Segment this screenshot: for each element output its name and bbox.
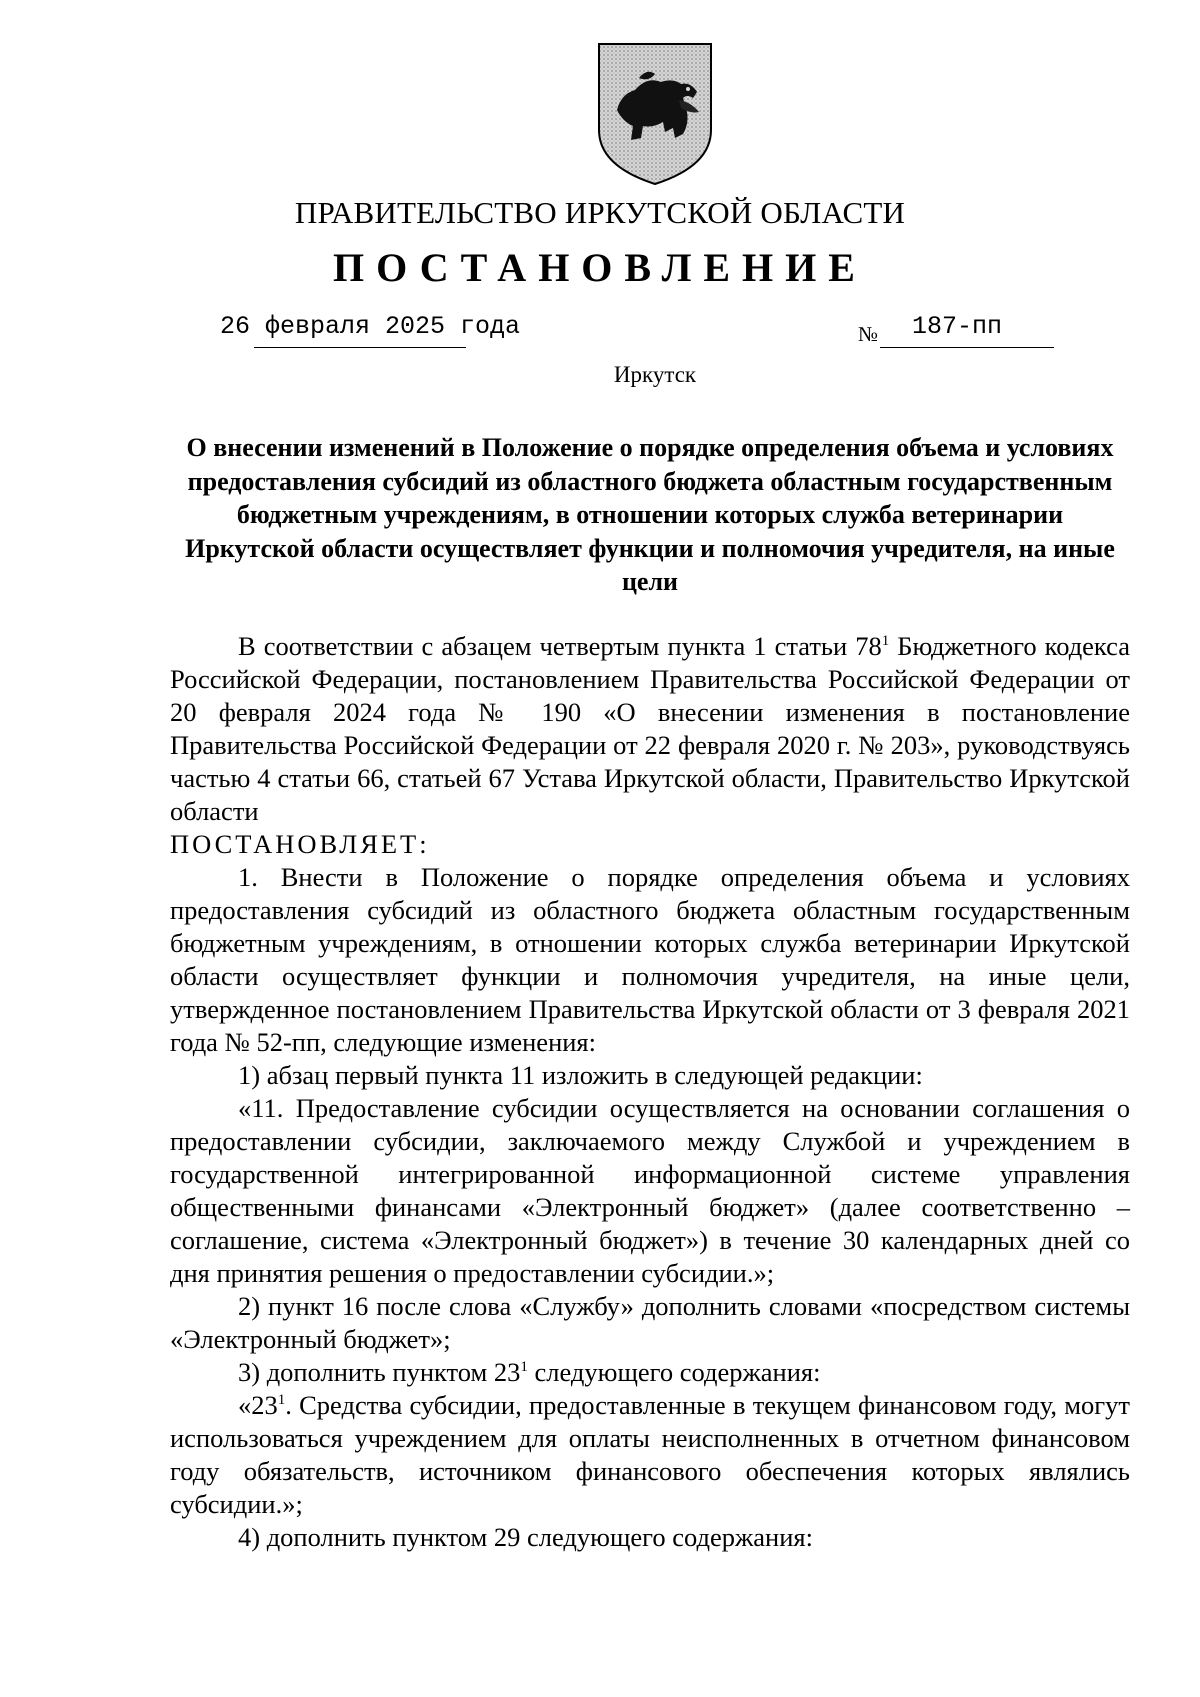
item-1: 1. Внести в Положение о порядке определения объема и условиях предоставления субсидий из областного бюджета областным государственным бюджетным учреждениям, в отношении которых служба ветеринарии Иркутской области осуществляет функции и полномочия учредителя, на иные цели, утвержденное постановлением Правительства Иркутской области от 3 февраля 2021 года № 52-пп, следующие изменения: xyxy=(170,862,1130,1057)
subitem-3 xyxy=(170,1356,1130,1389)
subitem-4: 4) дополнить пунктом 29 следующего содержания: xyxy=(238,1522,813,1552)
government-name: ПРАВИТЕЛЬСТВО ИРКУТСКОЙ ОБЛАСТИ xyxy=(294,195,906,230)
superscript: 1 xyxy=(520,1359,528,1375)
document-title: О внесении изменений в Положение о порядке определения объема и условиях предоставления субсидий из областного бюджета областным государственным бюджетным учреждениям, в отношении которых служба ветеринарии Иркутской области осуществляет функции и полномочия учредителя, на иные цели xyxy=(185,433,1115,596)
quoted-point-11: «11. Предоставление субсидии осуществляется на основании соглашения о предоставлении субсидии, заключаемого между Службой и учреждением в государственной интегрированной информационной системе управления общественными финансами «Электронный бюджет» (далее соответственно – соглашение, система «Электронный бюджет») в течение 30 календарных дней со дня принятия решения о предоставлении субсидии.»; xyxy=(170,1093,1130,1288)
resolves-heading: ПОСТАНОВЛЯЕТ: xyxy=(170,829,430,859)
quoted-point-23-1 xyxy=(170,1389,1130,1521)
city: Иркутск xyxy=(613,362,697,387)
preamble-text-end: Бюджетного кодекса Российской Федерации, постановлением Правительства Российской Федерации от 20 февраля 2024 года № 190 «О внесении изменения в постановление Правительства Российской Федерации от 22 февраля 2020 г. № 203», руководствуясь частью 4 статьи 66, статьей 67 Устава Иркутской области, Правительство Иркутской области xyxy=(170,631,1130,826)
document-date: 26 февраля 2025 года xyxy=(220,312,521,341)
date-underline xyxy=(254,347,466,348)
superscript: 1 xyxy=(881,633,890,649)
document-number: 187-пп xyxy=(912,312,1003,341)
document-body xyxy=(170,630,1130,1554)
subitem-1: 1) абзац первый пункта 11 изложить в следующей редакции: xyxy=(238,1060,923,1090)
number-underline xyxy=(880,347,1054,348)
superscript: 1 xyxy=(277,1392,286,1408)
preamble xyxy=(170,630,1130,828)
quote-23-text: . Средства субсидии, предоставленные в текущем финансовом году, могут использоваться учреждением для оплаты неисполненных в отчетном финансовом году обязательств, источником финансового обеспечения которых являлись субсидии.»; xyxy=(170,1390,1130,1519)
preamble-text-start: В соответствии с абзацем четвертым пункта 1 статьи 78 xyxy=(238,631,882,661)
subitem-2: 2) пункт 16 после слова «Службу» дополнить словами «посредством системы «Электронный бюджет»; xyxy=(170,1291,1130,1354)
document-type: ПОСТАНОВЛЕНИЕ xyxy=(333,245,867,290)
subitem-3-text-end: следующего содержания: xyxy=(527,1357,821,1387)
number-sign: № xyxy=(858,322,879,346)
quote-23-start: «23 xyxy=(238,1390,278,1420)
coat-of-arms-emblem xyxy=(595,38,715,188)
subitem-3-text-start: 3) дополнить пунктом 23 xyxy=(238,1357,521,1387)
